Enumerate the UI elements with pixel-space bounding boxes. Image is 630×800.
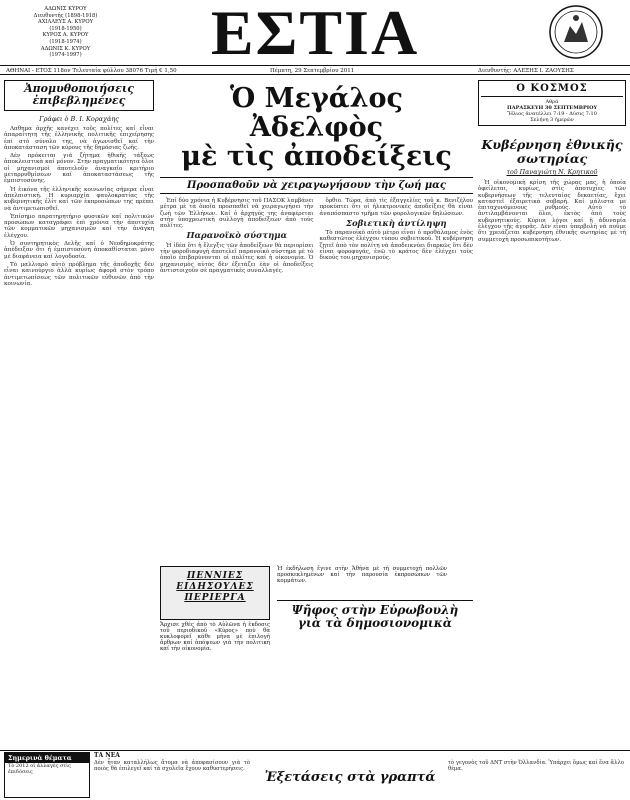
issue-date: Πέμπτη, 29 Σεπτεμβρίου 2011	[270, 67, 355, 74]
left-article-byline: Γράφει ὁ Β. Ι. Κοραχάης	[39, 115, 119, 123]
lead-columns	[160, 198, 473, 276]
paragraph: Ἡ οἰκονομικὴ κρίση τῆς χώρας μας, ἡ ὁποία ὀφείλεται, κυρίως, στὶς ἀποτυχίες τῶν κυβερνήσεων τῆς τελευταίας δεκαετίας, ἔχει καταστεῖ ἐξαιρετικὰ σοβαρή. Καί μάλιστα με ἐπιταχυνόμενους ρυθμούς. Αὐτὸ τὸ ἀντιλαμβάνονται ὅλοι, ἐκτὸς ἀπὸ τοὺς κυβερνητικούς. Κύριοι λόγοι καί ἡ ἀδυναμία ἐλέγχου τῆς ἀγορᾶς. Δὲν εἶναι ὑπερβολὴ νὰ ποῦμε ὅτι χρειάζεται κυβέρνηση ἐθνικῆς σωτηρίας μὲ τὴ συμμετοχὴ προσωπικοτήτων.	[478, 180, 626, 243]
exams-headline[interactable]: Ἐξετάσεις στὰ γραπτά	[264, 770, 436, 785]
events-box	[4, 752, 90, 798]
pennies-title: ΠΕΝΝΙΕΣ	[186, 571, 244, 581]
headline-line: Ὁ Μεγάλος Ἀδελφὸς	[230, 83, 403, 143]
bottom-article-text: τὸ γεγονὸς τοῦ ΔΝΤ στὴν Ὀλλανδία. Ὑπάρχει ὅμως καί ἕνα ἄλλο θέμα.	[448, 760, 624, 772]
right-column	[478, 80, 626, 245]
kosmos-line: Αθρά	[545, 99, 559, 105]
bottom-rule	[0, 750, 630, 751]
lead-subheadline: Προσπαθοῦν νὰ χειραγωγήσουν τὴν ζωή μας	[160, 177, 473, 194]
kosmos-line: ΠΑΡΑΣΚΕΥΗ 30 ΣΕΠΤΕΜΒΡΙΟΥ	[506, 105, 598, 111]
right-article-heading[interactable]: Κυβέρνηση ἐθνικῆς σωτηρίας	[481, 137, 623, 166]
left-article-heading[interactable]: Ἀπομυθοποιήσεις ἐπιβεβλημένες	[24, 82, 134, 107]
lead-article	[160, 80, 473, 276]
right-article-byline: τοῦ Παναγιώτη Ν. Κρητικοῦ	[506, 169, 598, 176]
paragraph: ὄρθιο. Τώρα, ἀπὸ τὶς ἐξαγγελίες τοῦ κ. Βενιζέλου προκύπτει ὅτι οἱ ἠλεκτρονικὲς ἀποδείξεις θὰ εἶναι ἀναπόσπαστο τμῆμα τῶν φορολογικῶν δηλώσεων.	[319, 198, 473, 217]
lead-column-1	[160, 198, 314, 276]
founder-line: ΑΧΙΛΛΕΥΣ Α. ΚΥΡΟΥ	[37, 19, 94, 26]
left-article-heading-box	[4, 80, 154, 111]
editor-info: Διευθυντής: ΑΛΕΞΗΣ Ι. ΖΑΟΥΣΗΣ	[478, 67, 574, 74]
founder-line: (1974-1997)	[49, 52, 82, 59]
founder-line: (1918-1950)	[49, 25, 82, 32]
dateline	[0, 65, 630, 75]
newspaper-title: ΕΣΤΙΑ	[210, 0, 420, 68]
euro-vote-heading[interactable]: Ψῆφος στὴν Εὐρωβουλὴ	[291, 603, 459, 617]
lead-column-2	[320, 198, 474, 276]
founder-line: ΚΥΡΟΣ Α. ΚΥΡΟΥ	[42, 32, 89, 39]
pennies-text: Ἄρχισε χθὲς ἀπὸ τὸ Αὐλῶνα ἡ ἐκδοσις τοῦ περιοδικοῦ «Κύρος» ποὺ θὰ κυκλοφορεῖ κάθε μήνα μὲ ἐπιλογὴ ἄρθρων καί ἀπόψεων γιὰ τὴν πολιτικὴ καί τὴν οἰκονομία.	[160, 622, 270, 653]
events-header: Σημερινὰ θέματα	[5, 753, 89, 763]
section-subhead: Παρανοϊκὸ σύστημα	[186, 231, 288, 242]
pennies-title: ΠΕΡΙΕΡΓΑ	[184, 593, 246, 603]
paragraph: Λαθημα ἀρχῆς κανέχει τοῦς πολίτες καί εἶναι ἀπαραίτητη τῆς ἑλληνικῆς πολιτικῆς ἐπιχείρησης ἐπὶ στὸ σύνολο της, νὰ ἀγωνισθεῖ καί τὴν ἀποκατάσταση τῶν κύρους τῆς δημόσιας ζωῆς.	[4, 126, 154, 151]
euro-vote-heading[interactable]: γιὰ τὰ δημοσιονομικὰ	[298, 616, 452, 630]
founder-line: Διευθυντής (1898-1918)	[33, 12, 98, 19]
pennies-box	[160, 566, 270, 620]
euro-vote-article	[277, 600, 473, 630]
issue-info: ΑΘΗΝΑΙ - ΕΤΟΣ 118ον Τελευταία φύλλου 38076 Τιμή € 1,50	[6, 67, 177, 74]
events-item: Τὸ 2012 οἱ ἀλλαγὲς στὶς ἐπιδόσεις	[8, 763, 71, 775]
paragraph: Ἡ ἰδέα ὅτι ἡ ἔλεγξις τῶν ἀποδείξεων θὰ περιορίσει τὴν φοροδιαφυγὴ ἀποτελεῖ παρανοϊκὸ σύστημα μὲ τὸ ὁποῖο ἐπιβαρύνονται οἱ πολῖτες καί ἡ οἰκονομία. Ὁ μηχανισμὸς αὐτὸς δὲν ἐξετάζει ἐὰν οἱ ἀποδείξεις ἀντιστοιχοῦν σὲ πραγματικὲς συναλλαγές.	[160, 242, 314, 274]
mid-box-text: Ἡ ἐκδήλωση ἔγινε στὴν Ἀθήνα μὲ τὴ συμμετοχὴ πολλῶν προσκεκλημένων καί τὴν παρουσία ἐκπροσώπων τῶν κομμάτων.	[277, 566, 447, 585]
paragraph: Τὸ μαλλιαρὸ αὐτὸ πρόβλημα τῆς ἀποδοχῆς δὲν εἶναι καινούργιο ἀλλὰ κυρίως ἀφορᾶ στὸν τρόπο ἀντιμετωπίσεως τῶν πολιτικῶν εὐθυνῶν ἀπὸ τὴν κοινωνία.	[4, 261, 154, 287]
lead-headline[interactable]	[160, 84, 473, 171]
kosmos-line: Σελήνη 3 ἡμερῶν	[530, 117, 574, 123]
paragraph: Τὸ παρανοϊκὸ αὐτὸ μέτρο εἶναι ὁ προθάλαμος ἑνὸς καθεστῶτος ἐλέγχου τύπου σοβιετικοῦ. Ἡ κυβέρνηση ζητεῖ ἀπὸ τὸν πολίτη νὰ ἀποδεικνύει διαρκῶς ὅτι δὲν εἶναι φοροφυγάς, ἐνῶ τὸ κράτος δὲν ἐλέγχει τοὺς δικούς του μηχανισμούς.	[319, 230, 473, 262]
kosmos-title: Ο ΚΟΣΜΟΣ	[481, 83, 623, 97]
paragraph: Ὁ συντηρητικὸς Δελῆς καί ὁ Νεοδημοκράτης ἀπέδειξαν ὅτι ἡ ἐμπιστοσύνη ἀποκαθίσταται μόνο μὲ διαφάνεια καί λογοδοσία.	[4, 241, 154, 260]
paragraph: Ἐπίσημο παρατηρητήριο φυσικῶν καί πολιτικῶν προσώπων καταγράφει ἐπὶ χρόνια τὴν ἀποτυχία τῶν κομματικῶν μηχανισμῶν καί τὴν ἀνάγκη ἐλέγχου.	[4, 213, 154, 239]
paragraph: Ἐπί δύο χρόνια ἡ Κυβέρνησις τοῦ ΠΑΣΟΚ λαμβάνει μέτρα μὲ τὰ ὁποῖα προσπαθεῖ νὰ χειραγωγήσει τὴν ζωὴ τῶν Ἑλλήνων. Καί ὁ ἀρχηγός της ἀναφέρεται στὴν ὑποχρεωτικὴ συλλογὴ ἀποδείξεων ἀπὸ τοὺς πολῖτες.	[160, 198, 314, 230]
left-article-body	[4, 126, 154, 287]
kosmos-box	[478, 80, 626, 126]
kosmos-line: Ἥλιος ἀνατέλλει 7:19 - Δύσις 7:10	[507, 111, 597, 117]
founders-list	[8, 6, 123, 59]
left-article	[4, 80, 154, 289]
paragraph: Δὲν πρόκειται γιὰ ζήτημα ἠθικῆς τάξεως ἀποκλειστικὰ καί μόνον. Στὴν πραγματικότητα ὅλοι οἱ μηχανισμοὶ ἀποτελοῦν ἀναγκαῖο κριτήριο μεταρρυθμίσεων καί ἀποκαταστάσεως τῆς ἐμπιστοσύνης.	[4, 153, 154, 185]
kosmos-info	[481, 99, 623, 123]
crest-icon	[548, 4, 604, 60]
founder-line: ΑΔΩΝΙΣ ΚΥΡΟΥ	[44, 6, 87, 12]
right-article-body	[478, 180, 626, 243]
ta-nea-label: ΤΑ ΝΕΑ	[94, 752, 120, 759]
headline-line: μὲ τὶς ἀποδείξεις	[181, 141, 452, 172]
founder-line: (1918-1974)	[49, 38, 82, 45]
paragraph: Ἡ ἐικόνα τῆς ἑλληνικῆς κοινωνίας σήμερα εἶναι ἀπελπιστική. Η κυριαρχία φαυλοκρατίας τῆς κυβερνητικῆς ἐλίτ καί τῶν ἐκπροσώπων της πρέπει νὰ ἀντιμετωπισθεῖ.	[4, 186, 154, 212]
masthead	[0, 0, 630, 68]
pennies-title: ΕΙΔΗΣΟΥΛΕΣ	[176, 582, 254, 592]
section-subhead: Σοβιετικὴ ἀντίληψη	[345, 218, 447, 229]
founder-line: ΑΔΩΝΙΣ Κ. ΚΥΡΟΥ	[40, 45, 91, 52]
bottom-article-text: Δὲν ἦταν καταλλήλως ἄτομα νὰ ἀποφασίσουν γιὰ τὸ ποιὸς θὰ ἐπιλεγεῖ καί τὰ σχολεῖα ἔχουν καθυστερήσεις.	[94, 760, 250, 772]
